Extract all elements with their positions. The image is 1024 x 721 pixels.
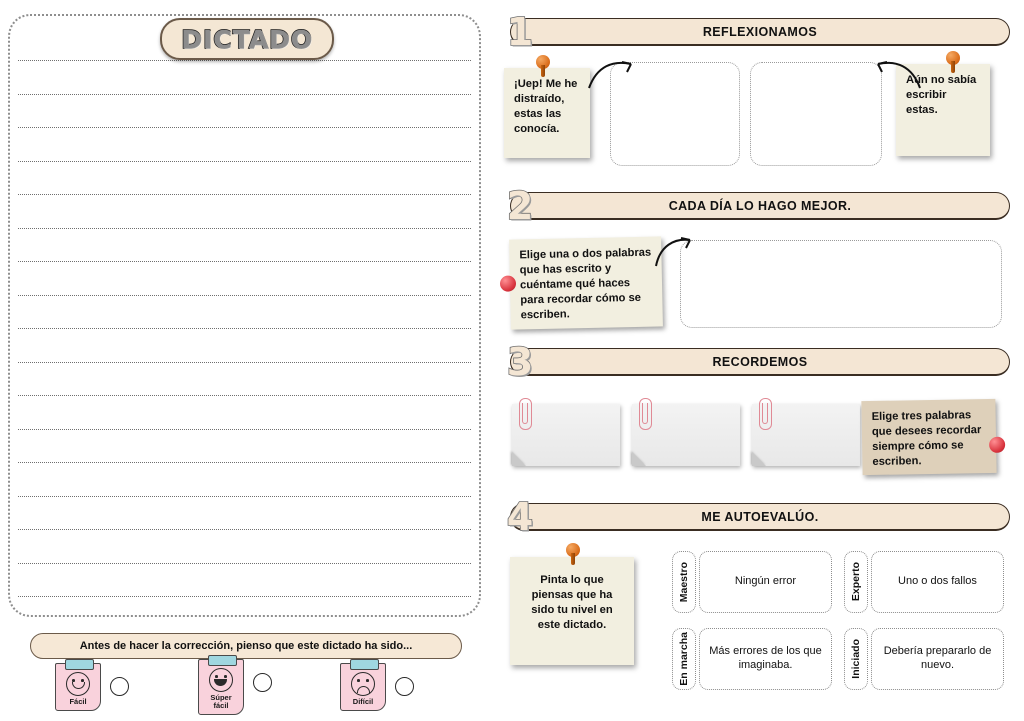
ruled-line — [18, 362, 471, 363]
ruled-line — [18, 228, 471, 229]
worksheet-title-badge — [160, 18, 334, 60]
section-title-pill-1 — [510, 18, 1010, 46]
difficulty-option-facil[interactable] — [55, 663, 129, 711]
rubric-description-text-experto: Uno o dos fallos — [898, 575, 977, 588]
red-pin-icon — [500, 275, 516, 291]
rubric-level-tab-maestro — [672, 551, 696, 613]
rubric-description-iniciado — [871, 628, 1004, 690]
arrow-to-answer-box-icon — [652, 234, 694, 268]
difficulty-choice-row — [0, 663, 490, 721]
note-reflexionamos-left — [504, 68, 590, 158]
note-text-recordemos: Elige tres palabras que desees recordar siempre cómo se escriben. — [871, 409, 982, 469]
page-title: DICTADO — [181, 24, 313, 54]
rubric-description-maestro — [699, 551, 832, 613]
rubric-level-tab-en-marcha — [672, 628, 696, 690]
ruled-line — [18, 328, 471, 329]
rubric-description-text-maestro: Ningún error — [734, 575, 797, 588]
rubric-description-experto — [871, 551, 1004, 613]
section-header-1 — [502, 10, 1010, 54]
page-curl-icon — [632, 452, 646, 466]
section-title-2: CADA DÍA LO HAGO MEJOR. — [668, 198, 852, 213]
pushpin-icon — [566, 543, 580, 565]
rubric-cell-iniciado[interactable] — [844, 628, 1004, 690]
rubric-level-tab-iniciado — [844, 628, 868, 690]
note-text-autoevaluo: Pinta lo que piensas que ha sido tu nivel en este dictado. — [531, 574, 613, 632]
rubric-level-label-maestro: Maestro — [678, 561, 690, 603]
sad-face-icon — [351, 672, 375, 696]
dictation-writing-column — [0, 0, 490, 721]
section-title-1: REFLEXIONAMOS — [702, 24, 818, 39]
section-title-pill-2 — [510, 192, 1010, 220]
section-title-pill-4 — [510, 503, 1010, 531]
page-curl-icon — [512, 452, 526, 466]
note-cada-dia — [509, 236, 663, 329]
tape-icon — [208, 655, 237, 666]
difficulty-option-super-facil[interactable] — [198, 659, 272, 715]
difficulty-checkbox-super-facil[interactable] — [253, 673, 272, 692]
ruled-line — [18, 596, 471, 597]
dictation-lined-area[interactable] — [8, 14, 481, 617]
difficulty-checkbox-facil[interactable] — [110, 677, 129, 696]
note-text-reflexionamos-right: Aún no sabía escribir estas. — [906, 74, 977, 117]
ruled-line — [18, 462, 471, 463]
rubric-cell-en-marcha[interactable] — [672, 628, 832, 690]
word-card-1[interactable] — [512, 404, 620, 466]
ruled-line — [18, 194, 471, 195]
note-text-cada-dia: Elige una o dos palabras que has escrito y cuéntame qué haces para recordar cómo se escriben. — [519, 246, 652, 322]
rubric-description-text-en-marcha: Más errores de los que imaginaba. — [709, 645, 822, 671]
rubric-level-label-experto: Experto — [850, 562, 862, 602]
mood-note-super-facil — [198, 659, 244, 715]
grin-face-icon — [209, 668, 233, 692]
arrow-right-to-box-icon — [874, 58, 922, 92]
ruled-line — [18, 496, 471, 497]
section-title-4: ME AUTOEVALÚO. — [701, 509, 819, 524]
ruled-line — [18, 94, 471, 95]
pushpin-icon — [536, 55, 550, 77]
section-title-pill-3 — [510, 348, 1010, 376]
paperclip-icon — [639, 398, 652, 430]
rubric-cell-experto[interactable] — [844, 551, 1004, 613]
answer-box-2[interactable] — [680, 240, 1002, 328]
section-header-4 — [502, 495, 1010, 539]
mood-note-facil — [55, 663, 101, 711]
note-text-reflexionamos-left: ¡Uep! Me he distraído, estas las conocía. — [514, 78, 578, 136]
rubric-level-label-en-marcha: En marcha — [678, 632, 690, 686]
rubric-level-tab-experto — [844, 551, 868, 613]
section-header-2 — [502, 184, 1010, 228]
section-title-3: RECORDEMOS — [712, 354, 808, 369]
ruled-line — [18, 429, 471, 430]
red-pin-icon — [989, 437, 1005, 453]
tape-icon — [65, 659, 94, 670]
ruled-line — [18, 395, 471, 396]
tape-icon — [350, 659, 379, 670]
smile-face-icon — [66, 672, 90, 696]
ruled-line — [18, 60, 471, 61]
difficulty-option-dificil[interactable] — [340, 663, 414, 711]
activities-column — [492, 0, 1024, 721]
difficulty-label-facil: Fácil — [69, 697, 87, 706]
difficulty-label-dificil: Difícil — [352, 697, 374, 706]
rubric-level-label-iniciado: Iniciado — [850, 639, 862, 679]
arrow-left-to-box-icon — [587, 58, 635, 92]
rubric-description-text-iniciado: Debería prepararlo de nuevo. — [883, 645, 992, 671]
answer-box-1b[interactable] — [750, 62, 882, 166]
mood-note-dificil — [340, 663, 386, 711]
page-curl-icon — [752, 452, 766, 466]
ruled-line — [18, 161, 471, 162]
section-number-4: 4 — [506, 495, 534, 539]
rubric-description-en-marcha — [699, 628, 832, 690]
pushpin-icon — [946, 51, 960, 73]
paperclip-icon — [519, 398, 532, 430]
note-autoevaluo — [510, 557, 634, 665]
ruled-line — [18, 261, 471, 262]
note-recordemos — [861, 399, 996, 475]
ruled-line — [18, 529, 471, 530]
pre-correction-prompt-bar — [30, 633, 462, 659]
ruled-line — [18, 295, 471, 296]
paperclip-icon — [759, 398, 772, 430]
difficulty-checkbox-dificil[interactable] — [395, 677, 414, 696]
word-card-2[interactable] — [632, 404, 740, 466]
ruled-line — [18, 127, 471, 128]
difficulty-label-super-facil: Súper fácil — [210, 693, 232, 710]
word-card-3[interactable] — [752, 404, 860, 466]
section-number-2: 2 — [506, 184, 534, 228]
rubric-cell-maestro[interactable] — [672, 551, 832, 613]
section-header-3 — [502, 340, 1010, 384]
section-number-1: 1 — [506, 10, 534, 54]
section-number-3: 3 — [506, 340, 534, 384]
ruled-line — [18, 563, 471, 564]
pre-correction-prompt-text: Antes de hacer la corrección, pienso que este dictado ha sido... — [79, 640, 413, 652]
